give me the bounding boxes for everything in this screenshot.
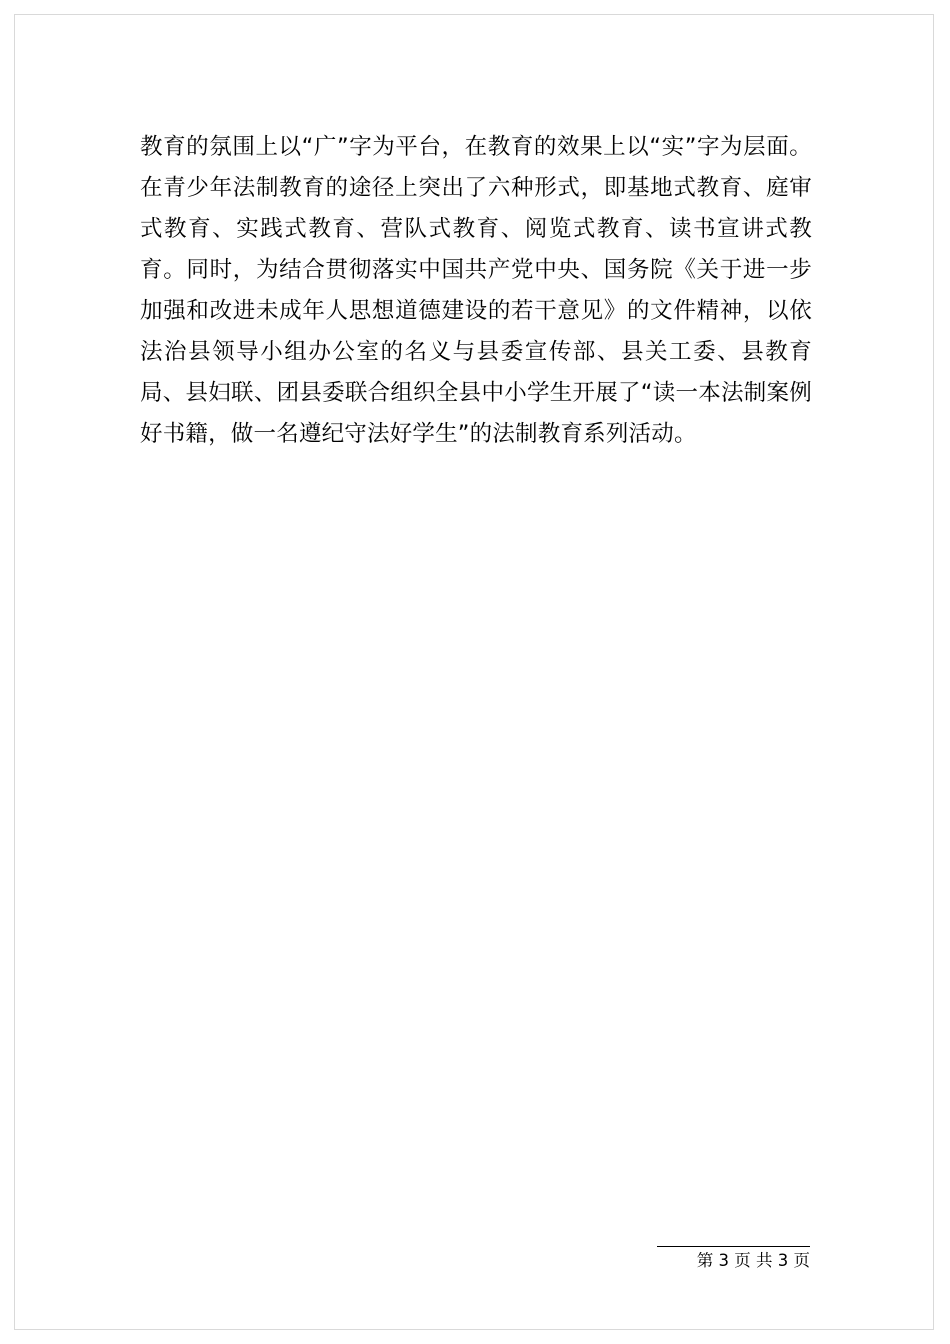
document-content (140, 104, 812, 477)
body-paragraph: 教育的氛围上以“广”字为平台，在教育的效果上以“实”字为层面。在青少年法制教育的途径上突出了六种形式，即基地式教育、庭审式教育、实践式教育、营队式教育、阅览式教育、读书宣讲式教育。同时，为结合贯彻落实中国共产党中央、国务院《关于进一步加强和改进未成年人思想道德建设的若干意见》的文件精神，以依法治县领导小组办公室的名义与县委宣传部、县关工委、县教育局、县妇联、团县委联合组织全县中小学生开展了“读一本法制案例好书籍，做一名遵纪守法好学生”的法制教育系列活动。 (140, 133, 812, 447)
page-footer (138, 1246, 810, 1272)
page-number-label: 第 3 页 共 3 页 (657, 1246, 810, 1272)
